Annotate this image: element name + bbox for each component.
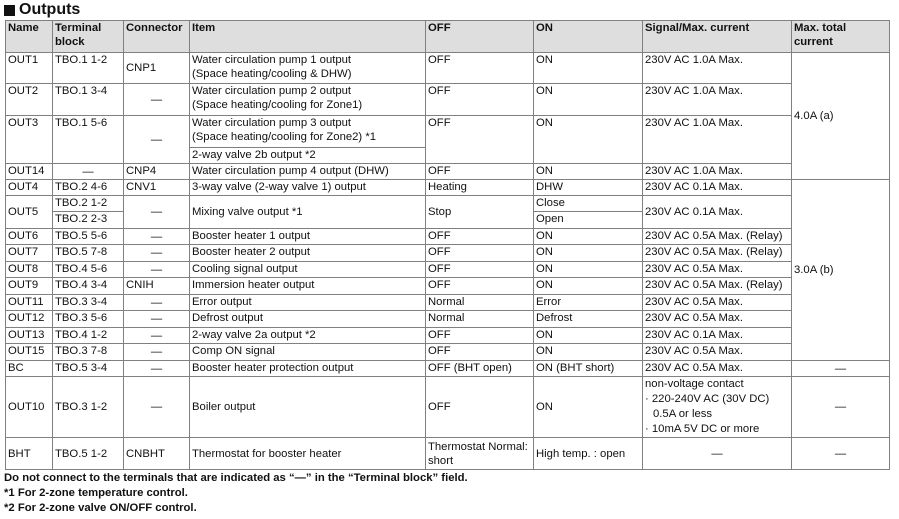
cell-on: ON (534, 377, 643, 438)
signal-line: · 220-240V AC (30V DC) (645, 393, 770, 405)
header-off: OFF (426, 21, 534, 53)
cell-connector: — (124, 196, 190, 229)
cell-signal: 230V AC 1.0A Max. (643, 164, 792, 180)
cell-signal: 230V AC 0.5A Max. (Relay) (643, 245, 792, 262)
cell-terminal: TBO.5 5-6 (53, 229, 124, 245)
cell-item (190, 84, 426, 116)
cell-signal: 230V AC 0.1A Max. (643, 328, 792, 344)
cell-name: OUT14 (6, 164, 53, 180)
cell-terminal: TBO.2 1-2 (53, 196, 124, 212)
cell-off: OFF (426, 344, 534, 361)
header-name: Name (6, 21, 53, 53)
cell-item: Error output (190, 295, 426, 311)
footnote-warning: Do not connect to the terminals that are indicated as “—” in the “Terminal block” field. (4, 472, 468, 484)
cell-signal: 230V AC 0.5A Max. (643, 344, 792, 361)
outputs-table (5, 20, 890, 470)
cell-name: OUT9 (6, 278, 53, 295)
cell-off: OFF (426, 328, 534, 344)
cell-off: Normal (426, 311, 534, 328)
table-row (6, 377, 890, 438)
cell-total: — (792, 438, 890, 470)
cell-total-b: 3.0A (b) (792, 180, 890, 361)
cell-terminal: TBO.5 1-2 (53, 438, 124, 470)
cell-signal: 230V AC 1.0A Max. (643, 53, 792, 84)
cell-on: ON (534, 344, 643, 361)
cell-off: OFF (426, 229, 534, 245)
cell-signal: 230V AC 0.1A Max. (643, 180, 792, 196)
header-item: Item (190, 21, 426, 53)
cell-terminal: — (53, 164, 124, 180)
cell-item (190, 116, 426, 148)
cell-name: OUT1 (6, 53, 53, 84)
cell-terminal: TBO.4 3-4 (53, 278, 124, 295)
cell-signal: 230V AC 0.5A Max. (643, 311, 792, 328)
cell-name: OUT8 (6, 262, 53, 278)
cell-on: DHW (534, 180, 643, 196)
cell-signal: 230V AC 0.5A Max. (643, 262, 792, 278)
cell-connector: — (124, 377, 190, 438)
cell-off: Heating (426, 180, 534, 196)
cell-name: OUT3 (6, 116, 53, 164)
item-line: Water circulation pump 1 output (192, 54, 352, 66)
cell-connector: — (124, 84, 190, 116)
cell-item: 3-way valve (2-way valve 1) output (190, 180, 426, 196)
header-signal: Signal/Max. current (643, 21, 792, 53)
cell-item: Boiler output (190, 377, 426, 438)
cell-item: 2-way valve 2a output *2 (190, 328, 426, 344)
cell-connector: CNV1 (124, 180, 190, 196)
cell-item: Water circulation pump 4 output (DHW) (190, 164, 426, 180)
cell-terminal: TBO.4 5-6 (53, 262, 124, 278)
cell-name: OUT7 (6, 245, 53, 262)
table-row (6, 438, 890, 470)
header-total: Max. total current (792, 21, 890, 53)
cell-terminal: TBO.3 3-4 (53, 295, 124, 311)
table-row (6, 328, 890, 344)
footnotes (4, 471, 468, 516)
cell-connector: — (124, 229, 190, 245)
cell-item (190, 53, 426, 84)
cell-name: BC (6, 361, 53, 377)
cell-item: Thermostat for booster heater (190, 438, 426, 470)
cell-on: Defrost (534, 311, 643, 328)
black-square-icon (4, 5, 15, 16)
cell-terminal: TBO.2 4-6 (53, 180, 124, 196)
section-title (4, 0, 80, 20)
cell-off: Thermostat Normal: short (426, 438, 534, 470)
table-row (6, 361, 890, 377)
cell-on: ON (BHT short) (534, 361, 643, 377)
cell-name: OUT2 (6, 84, 53, 116)
cell-terminal: TBO.1 5-6 (53, 116, 124, 164)
table-row (6, 262, 890, 278)
cell-off: OFF (426, 245, 534, 262)
cell-terminal: TBO.5 7-8 (53, 245, 124, 262)
cell-on: ON (534, 262, 643, 278)
cell-item: Booster heater 1 output (190, 229, 426, 245)
cell-off: OFF (426, 53, 534, 84)
cell-item: Booster heater 2 output (190, 245, 426, 262)
cell-on: ON (534, 245, 643, 262)
cell-signal: 230V AC 0.1A Max. (643, 196, 792, 229)
cell-connector: CNBHT (124, 438, 190, 470)
cell-name: BHT (6, 438, 53, 470)
cell-off: OFF (426, 278, 534, 295)
cell-connector: CNIH (124, 278, 190, 295)
header-terminal-block: Terminal block (53, 21, 124, 53)
cell-signal: — (643, 438, 792, 470)
cell-off: OFF (426, 164, 534, 180)
cell-item: Defrost output (190, 311, 426, 328)
cell-item: Comp ON signal (190, 344, 426, 361)
cell-off: OFF (426, 84, 534, 116)
item-line: Water circulation pump 2 output (192, 85, 352, 97)
cell-name: OUT6 (6, 229, 53, 245)
cell-item: Cooling signal output (190, 262, 426, 278)
footnote-1: *1 For 2-zone temperature control. (4, 487, 188, 499)
cell-off: OFF (426, 116, 534, 164)
cell-connector: — (124, 116, 190, 164)
section-title-text: Outputs (19, 1, 81, 18)
cell-terminal: TBO.5 3-4 (53, 361, 124, 377)
cell-off: Stop (426, 196, 534, 229)
cell-on: Open (534, 212, 643, 229)
table-row (6, 84, 890, 116)
table-row (6, 245, 890, 262)
header-connector: Connector (124, 21, 190, 53)
cell-connector: CNP4 (124, 164, 190, 180)
table-row (6, 344, 890, 361)
cell-name: OUT13 (6, 328, 53, 344)
cell-on: ON (534, 84, 643, 116)
cell-off: Normal (426, 295, 534, 311)
cell-signal: 230V AC 1.0A Max. (643, 116, 792, 164)
cell-on: ON (534, 328, 643, 344)
header-on: ON (534, 21, 643, 53)
cell-total: — (792, 377, 890, 438)
cell-signal: 230V AC 0.5A Max. (Relay) (643, 278, 792, 295)
cell-connector: — (124, 311, 190, 328)
cell-on: ON (534, 116, 643, 164)
cell-name: OUT12 (6, 311, 53, 328)
signal-line: 0.5A or less (653, 408, 713, 420)
cell-on: ON (534, 164, 643, 180)
cell-terminal: TBO.3 1-2 (53, 377, 124, 438)
table-row (6, 311, 890, 328)
signal-line: non-voltage contact (645, 378, 744, 390)
cell-item: Mixing valve output *1 (190, 196, 426, 229)
cell-item: 2-way valve 2b output *2 (190, 148, 426, 164)
table-row (6, 229, 890, 245)
cell-connector: — (124, 245, 190, 262)
cell-on: High temp. : open (534, 438, 643, 470)
cell-on: ON (534, 53, 643, 84)
cell-terminal: TBO.2 2-3 (53, 212, 124, 229)
table-row (6, 164, 890, 180)
cell-connector: — (124, 344, 190, 361)
cell-terminal: TBO.3 7-8 (53, 344, 124, 361)
cell-signal (643, 377, 792, 438)
cell-connector: — (124, 361, 190, 377)
cell-on: ON (534, 229, 643, 245)
cell-on: Error (534, 295, 643, 311)
cell-signal: 230V AC 0.5A Max. (643, 361, 792, 377)
header-row (6, 21, 890, 53)
cell-total: — (792, 361, 890, 377)
cell-off: OFF (426, 377, 534, 438)
item-line: (Space heating/cooling & DHW) (192, 68, 352, 80)
cell-total-a: 4.0A (a) (792, 53, 890, 180)
cell-signal: 230V AC 0.5A Max. (643, 295, 792, 311)
cell-signal: 230V AC 0.5A Max. (Relay) (643, 229, 792, 245)
table-row (6, 295, 890, 311)
item-line: (Space heating/cooling for Zone1) (192, 99, 363, 111)
cell-off: OFF (BHT open) (426, 361, 534, 377)
table-row (6, 53, 890, 84)
item-line: (Space heating/cooling for Zone2) *1 (192, 131, 377, 143)
table-row (6, 278, 890, 295)
cell-on: ON (534, 278, 643, 295)
signal-line: · 10mA 5V DC or more (645, 423, 760, 435)
cell-on: Close (534, 196, 643, 212)
cell-item: Immersion heater output (190, 278, 426, 295)
cell-name: OUT10 (6, 377, 53, 438)
cell-name: OUT15 (6, 344, 53, 361)
cell-terminal: TBO.3 5-6 (53, 311, 124, 328)
table-row (6, 180, 890, 196)
cell-connector: — (124, 262, 190, 278)
table-row (6, 116, 890, 148)
cell-terminal: TBO.1 1-2 (53, 53, 124, 84)
cell-connector: — (124, 328, 190, 344)
cell-terminal: TBO.4 1-2 (53, 328, 124, 344)
cell-signal: 230V AC 1.0A Max. (643, 84, 792, 116)
footnote-2: *2 For 2-zone valve ON/OFF control. (4, 502, 197, 514)
cell-item: Booster heater protection output (190, 361, 426, 377)
table-row (6, 196, 890, 212)
cell-name: OUT5 (6, 196, 53, 229)
cell-name: OUT11 (6, 295, 53, 311)
cell-connector: CNP1 (124, 53, 190, 84)
item-line: Water circulation pump 3 output (192, 117, 352, 129)
cell-name: OUT4 (6, 180, 53, 196)
cell-terminal: TBO.1 3-4 (53, 84, 124, 116)
cell-off: OFF (426, 262, 534, 278)
cell-connector: — (124, 295, 190, 311)
